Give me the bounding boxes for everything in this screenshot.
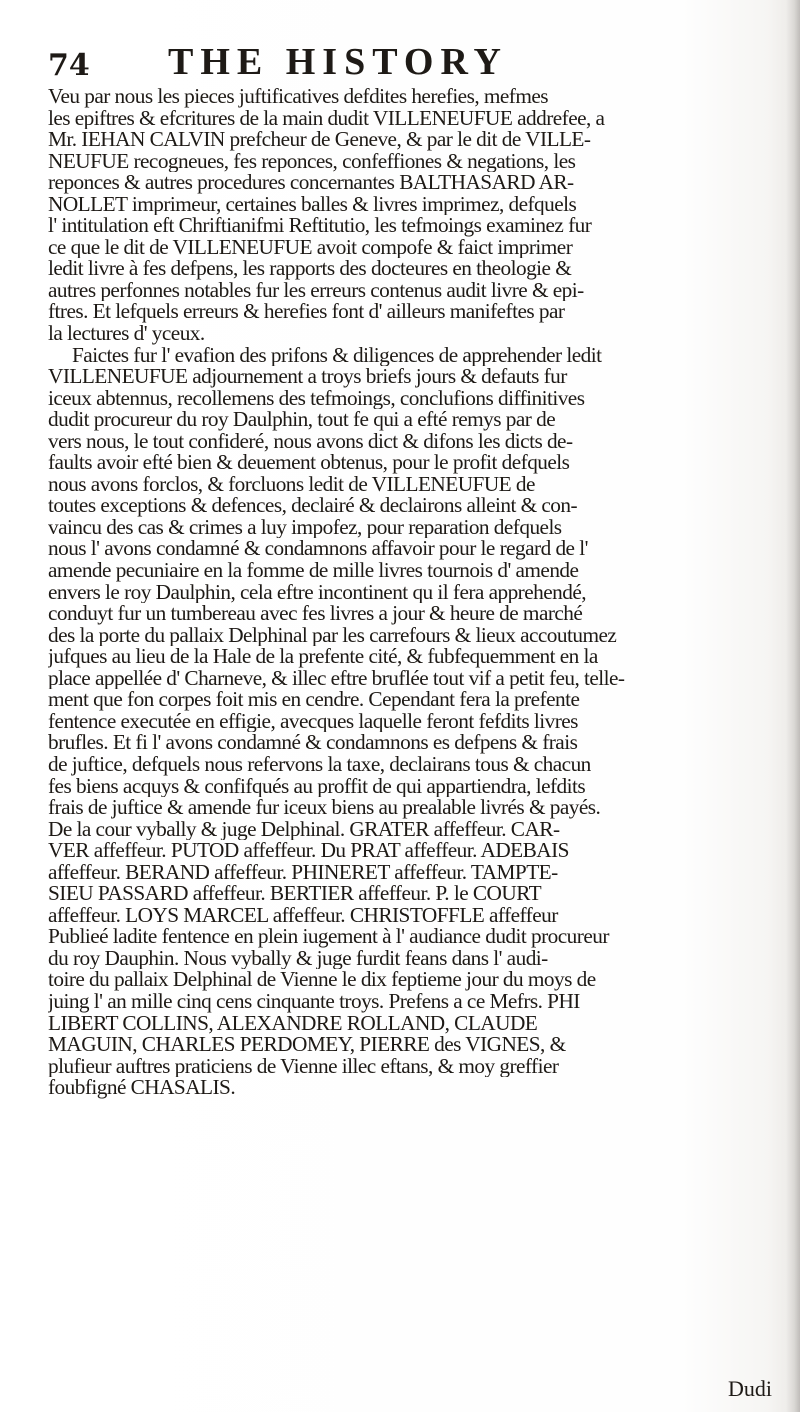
text-line: Publieé ladite fentence en plein iugement à l' audiance dudit procureur [48,926,609,948]
text-line: ftres. Et lefquels erreurs & herefies font d' ailleurs manifeftes par [48,301,565,324]
text-line: nous avons forclos, & forcluons ledit de VILLENEUFUE de [48,473,535,496]
text-line: Mr. IEHAN CALVIN prefcheur de Geneve, & par le dit de VILLE- [48,129,591,151]
page-header [48,40,768,90]
catchword: Dudi [728,1376,772,1401]
text-line: vers nous, le tout confideré, nous avons dict & difons les dicts de- [48,430,573,453]
text-line: Veu par nous les pieces juftificatives defdites herefies, mefmes [48,86,548,108]
text-line: conduyt fur un tumbereau avec fes livres a jour & heure de marché [48,603,583,625]
text-line: nous l' avons condamné & condamnons affavoir pour le regard de l' [48,538,588,561]
text-line: plufieur auftres praticiens de Vienne illec eftans, & moy greffier [48,1055,559,1078]
text-line: reponces & autres procedures concernantes BALTHASARD AR- [48,172,574,194]
text-line: dudit procureur du roy Daulphin, tout fe qui a efté remys par de [48,409,556,431]
text-line: envers le roy Daulphin, cela eftre incontinent qu il fera apprehendé, [48,581,587,604]
text-line: De la cour vybally & juge Delphinal. GRATER affeffeur. CAR- [48,818,560,841]
page-edge-shadow [786,0,800,1412]
text-line: frais de juftice & amende fur iceux biens au prealable livrés & payés. [48,797,601,819]
text-line: iceux abtennus, recollemens des tefmoings, conclufions diffinitives [48,387,585,410]
text-line: Faictes fur l' evafion des prifons & diligences de apprehender ledit [72,344,602,367]
text-line: de juftice, defquels nous refervons la taxe, declairans tous & chacun [48,753,591,776]
text-line: toire du pallaix Delphinal de Vienne le dix feptieme jour du moys de [48,969,596,991]
text-line: LIBERT COLLINS, ALEXANDRE ROLLAND, CLAUDE [48,1012,538,1035]
text-line: NOLLET imprimeur, certaines balles & livres imprimez, defquels [48,193,577,216]
text-line: juing l' an mille cinq cens cinquante troys. Prefens a ce Mefrs. PHI [48,990,580,1013]
text-line: du roy Dauphin. Nous vybally & juge furdit feans dans l' audi- [48,947,548,970]
text-line: VILLENEUFUE adjournement a troys briefs jours & defauts fur [48,366,567,388]
text-line: fentence executée en effigie, avecques laquelle feront fefdits livres [48,710,578,733]
text-line: l' intitulation eft Chriftianifmi Reftitutio, les tefmoings examinez fur [48,215,592,237]
text-line: MAGUIN, CHARLES PERDOMEY, PIERRE des VIGNES, & [48,1034,566,1056]
text-line: ce que le dit de VILLENEUFUE avoit compofe & faict imprimer [48,236,573,259]
text-line: ledit livre à fes defpens, les rapports des docteures en theologie & [48,258,572,280]
text-line: brufles. Et fi l' avons condamné & condamnons es defpens & frais [48,732,578,754]
text-line: des la porte du pallaix Delphinal par les carrefours & lieux accoutumez [48,624,617,647]
text-line: NEUFUE recogneues, fes reponces, confeffiones & negations, les [48,150,576,173]
text-line: SIEU PASSARD affeffeur. BERTIER affeffeur. P. le COURT [48,883,542,905]
text-line: foubfigné CHASALIS. [48,1077,236,1099]
text-line: autres perfonnes notables fur les erreurs contenus audit livre & epi- [48,279,584,302]
text-line: faults avoir efté bien & deuement obtenus, pour le profit defquels [48,452,570,474]
page-number: 74 [48,48,90,83]
text-line: toutes exceptions & defences, declairé & declairons alleint & con- [48,495,578,517]
text-line: VER affeffeur. PUTOD affeffeur. Du PRAT affeffeur. ADEBAIS [48,840,569,862]
text-line: jufques au lieu de la Hale de la prefente cité, & fubfequemment en la [48,646,598,668]
text-line: vaincu des cas & crimes a luy impofez, pour reparation defquels [48,516,562,539]
body-text [48,86,776,1099]
text-line: affeffeur. BERAND affeffeur. PHINERET affeffeur. TAMPTE- [48,861,558,884]
text-line: ment que fon corpes foit mis en cendre. Cependant fera la prefente [48,689,580,711]
text-line: les epiftres & efcritures de la main dudit VILLENEUFUE addrefee, a [48,107,605,130]
running-head: THE HISTORY [168,41,508,83]
text-line: fes biens acquys & confifqués au proffit de qui appartiendra, lefdits [48,775,586,798]
text-line: amende pecuniaire en la fomme de mille livres tournois d' amende [48,560,579,582]
text-line: place appellée d' Charneve, & illec eftre bruflée tout vif a petit feu, telle- [48,667,625,690]
text-line: affeffeur. LOYS MARCEL affeffeur. CHRISTOFFLE affeffeur [48,904,558,927]
text-line: la lectures d' yceux. [48,323,205,345]
